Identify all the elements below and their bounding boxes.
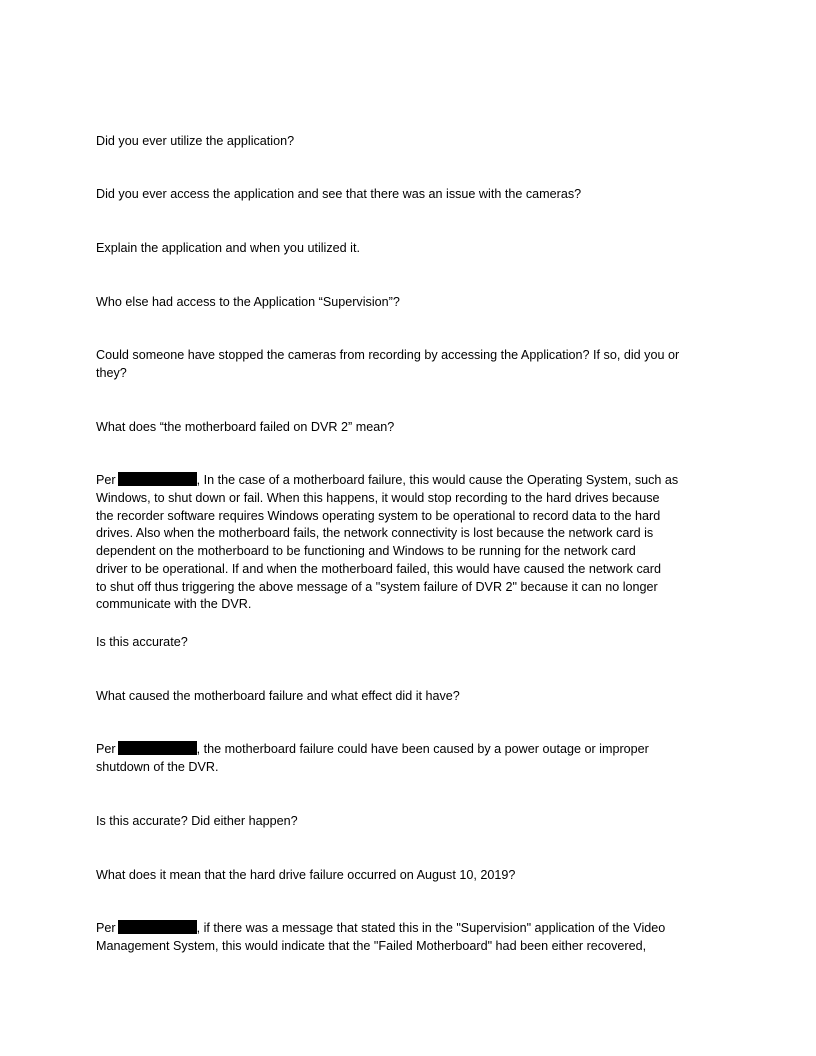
paragraph-line-6: driver to be operational. If and when the motherboard failed, this would have caused the network card — [96, 561, 661, 576]
paragraph-line-5: dependent on the motherboard to be functioning and Windows to be running for the network card — [96, 544, 636, 558]
paragraph-line-1-rest: , In the case of a motherboard failure, this would cause the Operating System, such as — [196, 473, 679, 487]
question-either-happen: Is this accurate? Did either happen? — [96, 814, 298, 828]
question-who-else-access: Who else had access to the Application “Supervision”? — [96, 295, 400, 309]
question-stop-cameras-line-1: Could someone have stopped the cameras from recording by accessing the Application? If so, did you or — [96, 348, 680, 362]
per-prefix: Per — [96, 921, 116, 935]
per-prefix: Per — [96, 473, 116, 487]
question-motherboard-meaning: What does “the motherboard failed on DVR 2” mean? — [96, 420, 395, 434]
paragraph-cause-line-2: shutdown of the DVR. — [96, 759, 219, 774]
paragraph-line-4: drives. Also when the motherboard fails, the network connectivity is lost because the network card is — [96, 526, 654, 541]
paragraph-cause-line-1 — [96, 741, 726, 759]
paragraph-supervision-line-1 — [96, 920, 726, 938]
paragraph-motherboard-explanation — [96, 472, 726, 614]
redaction-block — [118, 920, 197, 934]
paragraph-supervision-line-1-rest: , if there was a message that stated this in the "Supervision" application of the Video — [196, 921, 666, 935]
paragraph-supervision-line-2: Management System, this would indicate that the "Failed Motherboard" had been either recovered, — [96, 938, 647, 953]
paragraph-cause-line-1-rest: , the motherboard failure could have been caused by a power outage or improper — [196, 742, 649, 756]
redaction-block — [118, 741, 197, 755]
question-hard-drive-failure: What does it mean that the hard drive failure occurred on August 10, 2019? — [96, 868, 516, 882]
redaction-block — [118, 472, 197, 486]
paragraph-motherboard-cause — [96, 741, 726, 777]
paragraph-supervision-message — [96, 920, 726, 956]
question-stop-cameras-line-2: they? — [96, 365, 127, 380]
paragraph-line-2: Windows, to shut down or fail. When this happens, it would stop recording to the hard drives because — [96, 490, 660, 505]
paragraph-line-1 — [96, 472, 726, 490]
question-explain-application: Explain the application and when you utilized it. — [96, 241, 360, 255]
question-motherboard-cause: What caused the motherboard failure and what effect did it have? — [96, 689, 460, 703]
question-access-application: Did you ever access the application and see that there was an issue with the cameras? — [96, 187, 582, 201]
question-stop-cameras — [96, 347, 726, 383]
per-prefix: Per — [96, 742, 116, 756]
paragraph-line-8: communicate with the DVR. — [96, 597, 252, 612]
question-utilize-application: Did you ever utilize the application? — [96, 134, 295, 148]
paragraph-line-7: to shut off thus triggering the above message of a "system failure of DVR 2" because it can no longer — [96, 579, 658, 594]
question-is-accurate: Is this accurate? — [96, 635, 188, 649]
paragraph-line-3: the recorder software requires Windows operating system to be operational to record data to the hard — [96, 508, 661, 523]
